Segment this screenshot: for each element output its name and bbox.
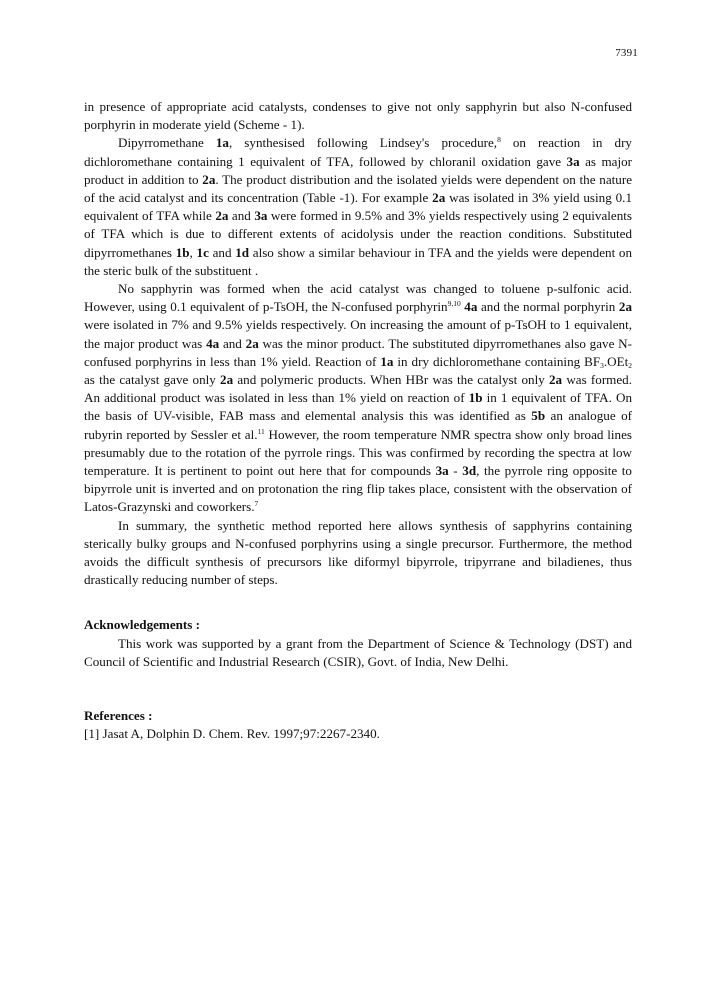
compound-label: 2a — [245, 335, 259, 351]
text-run: in dry dichloromethane containing BF — [393, 353, 601, 369]
text-run: as major product in addition to — [84, 153, 632, 187]
compound-label: 1c — [196, 244, 209, 260]
body-paragraph — [84, 517, 632, 590]
compound-label: 3d — [462, 463, 477, 479]
compound-label: 4a — [464, 299, 478, 315]
text-run: , synthesised following Lindsey's procedure, — [228, 135, 498, 151]
compound-label: 2a — [432, 190, 446, 206]
text-run: was formed. An additional product was isolated in less than 1% yield on reaction of — [84, 372, 632, 406]
compound-label: 2a — [618, 299, 633, 315]
compound-label: 2a — [215, 208, 229, 224]
text-run: However, the room temperature NMR spectra show only broad lines presumably due to the rotation of the pyrrole rings. This was confirmed by recording the spectra at low temperature. It is pertinent to point out here that for compounds — [84, 426, 632, 479]
text-run: In summary, the synthetic method reported here allows synthesis of sapphyrins containing sterically bulky groups and N-confused porphyrins using a single precursor. Furthermore, the method avoids the difficult synthesis of precursors like diformyl bipyrrole, tripyrrane and biladienes, thus drastically reducing number of steps. — [84, 517, 632, 588]
body-paragraph — [84, 280, 632, 517]
text-run: in 1 equivalent of TFA. On the basis of UV-visible, FAB mass and elemental analysis this was identified as — [84, 390, 632, 424]
text-run: Dipyrromethane — [118, 135, 216, 151]
compound-label: 1a — [380, 353, 394, 369]
text-run: also show a similar behaviour in TFA and the yields were dependent on the steric bulk of the substituent . — [84, 244, 632, 278]
citation-superscript: 11 — [257, 426, 265, 436]
acknowledgements-heading: Acknowledgements : — [84, 617, 201, 633]
text-run: No sapphyrin was formed when the acid catalyst was changed to toluene p-sulfonic acid. However, using 0.1 equivalent of p-TsOH, the N-confused porphyrin — [84, 281, 632, 315]
compound-label: 1b — [175, 244, 190, 260]
text-run: was isolated in 3% yield using 0.1 equivalent of TFA while — [84, 190, 632, 224]
citation-superscript: 9,10 — [447, 299, 461, 309]
compound-label: 1d — [235, 244, 250, 260]
formula-subscript: 2 — [628, 360, 633, 370]
text-run: and — [228, 208, 255, 224]
text-run: as the catalyst gave only — [84, 372, 221, 388]
text-run: were formed in 9.5% and 3% yields respectively using 2 equivalents of TFA which is due to different extents of acidolysis under the reaction conditions. Substituted dipyrromethanes — [84, 208, 633, 260]
text-run: an analogue of rubyrin reported by Sessler et al. — [84, 408, 632, 442]
references-heading: References : — [84, 708, 153, 724]
text-run: on reaction in dry dichloromethane containing 1 equivalent of TFA, followed by chloranil oxidation gave — [84, 135, 632, 169]
body-paragraph — [84, 98, 632, 134]
compound-label: 3a — [254, 208, 268, 224]
compound-label: 3a — [566, 153, 580, 169]
citation-superscript: 7 — [254, 499, 259, 509]
compound-label: 2a — [202, 171, 216, 187]
acknowledgements-text: This work was supported by a grant from the Department of Science & Technology (DST) and Council of Scientific and Industrial Research (CSIR), Govt. of India, New Delhi. — [84, 635, 632, 669]
compound-label: 4a — [206, 335, 220, 351]
references-list — [84, 725, 632, 743]
text-run: were isolated in 7% and 9.5% yields respectively. On increasing the amount of p-TsOH to 1 equivalent, the major product was — [84, 317, 632, 351]
article-body — [84, 98, 632, 744]
page-number: 7391 — [615, 47, 638, 59]
compound-label: 2a — [220, 372, 234, 388]
compound-label: 1a — [215, 135, 229, 151]
text-run: , the pyrrole ring opposite to bipyrrole unit is inverted and on protonation the ring flip takes place, consistent with the observation of Latos-Grazynski and coworkers. — [84, 463, 632, 515]
compound-label: 5b — [531, 408, 546, 424]
text-run: - — [448, 463, 463, 479]
text-run: and the normal porphyrin — [477, 299, 619, 315]
citation-superscript: 8 — [497, 135, 501, 145]
text-run: and — [219, 335, 246, 351]
text-run: and polymeric products. When HBr was the catalyst only — [233, 372, 549, 388]
formula-subscript: 3 — [600, 360, 604, 370]
text-run: . The product distribution and the isolated yields were dependent on the nature of the acid catalyst and its concentration (Table -1). For example — [84, 171, 633, 206]
text-run: and — [208, 244, 236, 260]
compound-label: 3a — [435, 463, 449, 479]
text-run: was the minor product. The substituted dipyrromethanes also gave N-confused porphyrins in less than 1% yield. Reaction of — [84, 335, 633, 369]
compound-label: 1b — [468, 390, 483, 406]
body-paragraph — [84, 134, 632, 280]
compound-label: 2a — [549, 372, 563, 388]
text-run: , — [189, 244, 197, 260]
text-run: in presence of appropriate acid catalysts, condenses to give not only sapphyrin but also N-confused porphyrin in moderate yield (Scheme - 1). — [84, 99, 632, 133]
text-run: .OEt — [603, 353, 629, 369]
reference-item: [1] Jasat A, Dolphin D. Chem. Rev. 1997;97:2267-2340. — [84, 726, 380, 742]
body-paragraphs — [84, 98, 632, 589]
